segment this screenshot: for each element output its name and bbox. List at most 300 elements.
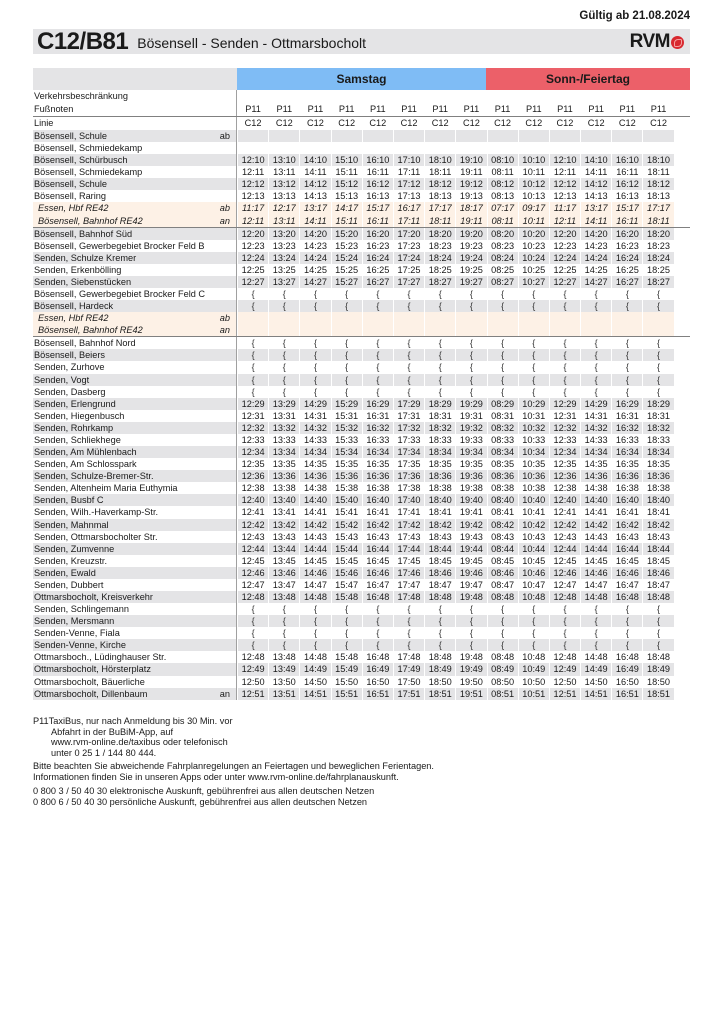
time-cell [581, 312, 611, 324]
time-cell [238, 130, 268, 142]
time-cell: 18:32 [643, 422, 673, 434]
time-cell: 14:32 [300, 422, 330, 434]
stop-name: Senden, Siebenstücken [34, 276, 132, 287]
time-cell: { [332, 615, 362, 627]
arr-dep-mark [230, 252, 236, 264]
stop-name: Senden, Dubbert [34, 579, 104, 590]
time-cell: 16:29 [363, 398, 393, 410]
row-label [33, 228, 237, 240]
time-cell: { [300, 615, 330, 627]
time-cell: 16:49 [612, 663, 642, 675]
time-cell: 08:41 [491, 507, 515, 518]
time-cell: { [469, 338, 473, 349]
arr-dep-mark: ab [219, 131, 230, 141]
stop-row [33, 288, 690, 300]
stop-name: Bösensell, Schule [34, 179, 108, 190]
stop-name: Senden, Vogt [34, 374, 90, 385]
time-cell: 08:43 [491, 531, 515, 542]
time-cell: 14:43 [303, 531, 327, 542]
timetable [33, 68, 690, 700]
time-cell: { [425, 615, 455, 627]
time-cell: { [469, 289, 473, 300]
time-cell: 16:10 [612, 154, 642, 166]
time-cell: 13:32 [269, 422, 299, 434]
row-label [33, 482, 237, 494]
time-cell [269, 312, 299, 324]
time-cell: { [625, 604, 629, 615]
time-cell: { [238, 349, 268, 361]
time-cell: 16:36 [363, 470, 393, 482]
stop-name: Senden, Erlengrund [34, 398, 116, 409]
time-cell: 16:45 [615, 555, 639, 566]
time-cell: 15:29 [332, 398, 362, 410]
time-cell [238, 142, 268, 154]
time-cell: 18:11 [425, 215, 455, 227]
arr-dep-mark [230, 386, 236, 398]
time-cell: C12 [556, 118, 574, 128]
time-cell: 08:51 [488, 688, 518, 700]
time-cell: 18:43 [428, 531, 452, 542]
time-cell: { [563, 362, 567, 373]
time-cell: 16:44 [363, 543, 393, 555]
arr-dep-mark [230, 603, 236, 615]
time-cell [612, 312, 642, 324]
time-cell: 08:31 [491, 410, 515, 421]
time-cell: { [251, 362, 255, 373]
time-cell: 18:48 [647, 652, 671, 663]
time-cell: 18:27 [643, 276, 673, 288]
arr-dep-mark [230, 470, 236, 482]
time-cell [488, 324, 518, 336]
time-cell [363, 312, 393, 324]
time-cell: 14:27 [300, 276, 330, 288]
note-line: Bitte beachten Sie abweichende Fahrplanregelungen an Feiertagen und beweglichen Ferientagen. [33, 761, 434, 771]
stop-row [33, 506, 690, 518]
time-cell [581, 324, 611, 336]
time-cell: 16:20 [612, 228, 642, 240]
time-cell: 17:17 [643, 202, 673, 214]
time-cell: { [300, 639, 330, 651]
stop-row [33, 615, 690, 627]
time-cell: { [456, 374, 486, 386]
time-cell: 14:34 [581, 446, 611, 458]
row-label [33, 215, 237, 227]
time-cell: 12:47 [553, 579, 577, 590]
time-cell: 16:12 [363, 178, 393, 190]
time-cell: 14:33 [584, 434, 608, 445]
time-cell: 16:49 [363, 663, 393, 675]
stop-row [33, 252, 690, 264]
time-cell: { [251, 386, 255, 397]
time-cell: 16:42 [363, 519, 393, 531]
time-cell: 12:13 [553, 191, 577, 202]
stop-row [33, 494, 690, 506]
stop-row [33, 410, 690, 422]
time-cell: { [563, 628, 567, 639]
time-cell: 19:33 [459, 434, 483, 445]
time-cell: 16:23 [615, 240, 639, 251]
time-cell: 18:50 [647, 676, 671, 687]
time-cell [643, 130, 673, 142]
time-cell: C12 [244, 118, 262, 128]
time-cell: 17:48 [394, 591, 424, 603]
time-cell: 13:48 [269, 591, 299, 603]
time-cell: 12:10 [238, 154, 268, 166]
time-cell: { [657, 604, 661, 615]
arr-dep-mark [230, 142, 236, 154]
time-cell: 19:27 [456, 276, 486, 288]
time-cell: 19:40 [456, 494, 486, 506]
time-cell: { [532, 386, 536, 397]
time-cell: 18:35 [428, 459, 452, 470]
time-cell: 17:43 [397, 531, 421, 542]
time-cell: 12:50 [553, 676, 577, 687]
time-cell: { [469, 604, 473, 615]
stop-row [33, 240, 690, 252]
time-cell: 18:33 [428, 434, 452, 445]
time-cell: 15:43 [335, 531, 359, 542]
time-cell [519, 90, 549, 103]
time-cell: 14:11 [304, 167, 327, 178]
arr-dep-mark [230, 178, 236, 190]
time-cell: { [345, 338, 349, 349]
time-cell: { [469, 628, 473, 639]
time-cell: 14:31 [303, 410, 327, 421]
time-cell: { [376, 362, 380, 373]
time-cell: 14:42 [300, 519, 330, 531]
time-cell [300, 130, 330, 142]
time-cell [425, 90, 455, 103]
time-cell: 12:29 [238, 398, 268, 410]
time-cell: 13:48 [272, 652, 296, 663]
time-cell: { [519, 639, 549, 651]
time-cell: 14:11 [581, 215, 611, 227]
time-cell: { [269, 374, 299, 386]
stop-name: Ottmarsbocholt, Bäuerliche [34, 676, 145, 687]
time-cell: 12:43 [241, 531, 265, 542]
time-cell [332, 90, 362, 103]
time-cell: 15:10 [332, 154, 362, 166]
time-cell: { [563, 338, 567, 349]
time-cell: 19:35 [459, 459, 483, 470]
arr-dep-mark [230, 663, 236, 675]
time-cell: 12:51 [238, 688, 268, 700]
time-cell: { [612, 349, 642, 361]
arr-dep-mark [230, 676, 236, 688]
time-cell: { [657, 289, 661, 300]
time-cell: 18:41 [647, 507, 671, 518]
time-cell: 19:31 [459, 410, 483, 421]
time-cell: 15:17 [612, 202, 642, 214]
time-cell: { [594, 386, 598, 397]
time-cell: C12 [587, 118, 605, 128]
arr-dep-mark [230, 494, 236, 506]
time-cell: 08:29 [488, 398, 518, 410]
time-cell: 18:49 [643, 663, 673, 675]
time-cell: 18:51 [643, 688, 673, 700]
time-cell [394, 324, 424, 336]
time-cell: 10:49 [519, 663, 549, 675]
time-cell: { [563, 289, 567, 300]
time-cell: 16:20 [363, 228, 393, 240]
time-cell: { [581, 349, 611, 361]
time-cell: 16:23 [366, 240, 390, 251]
time-cell: 08:48 [488, 591, 518, 603]
time-cell: 17:27 [394, 276, 424, 288]
time-cell: 12:31 [553, 410, 577, 421]
time-cell [425, 312, 455, 324]
stop-row [33, 227, 690, 240]
time-cell: { [425, 300, 455, 312]
time-cell: 13:51 [269, 688, 299, 700]
time-cell [363, 130, 393, 142]
arr-dep-mark [230, 555, 236, 567]
time-cell: 17:41 [397, 507, 421, 518]
time-cell: 15:40 [332, 494, 362, 506]
time-cell: 08:38 [491, 483, 515, 494]
time-cell: 19:20 [456, 228, 486, 240]
row-label [33, 603, 237, 615]
stop-row [33, 276, 690, 288]
time-cell: 18:34 [425, 446, 455, 458]
time-cell [550, 312, 580, 324]
time-cell: { [407, 362, 411, 373]
time-cell: 10:47 [522, 579, 546, 590]
stop-name: Senden, Kreuzstr. [34, 555, 108, 566]
time-cell: 17:31 [397, 410, 421, 421]
time-cell: P11 [588, 104, 604, 114]
time-cell: 10:45 [522, 555, 546, 566]
row-label [33, 117, 237, 130]
time-cell [550, 142, 580, 154]
note-line: 0 800 3 / 50 40 30 elektronische Auskunft, gebührenfrei aus allen deutschen Netzen [33, 786, 375, 796]
time-cell: 12:35 [553, 459, 577, 470]
time-cell: 19:23 [459, 240, 483, 251]
time-cell: 13:11 [273, 167, 296, 178]
time-cell: { [550, 349, 580, 361]
day-header-row [33, 68, 690, 90]
stop-row [33, 300, 690, 312]
time-cell: 17:44 [394, 543, 424, 555]
time-cell: 15:42 [332, 519, 362, 531]
stop-row [33, 361, 690, 373]
time-cell: 14:45 [584, 555, 608, 566]
stop-name: Ottmarsboch., Lüdinghauser Str. [34, 652, 167, 663]
stop-row [33, 130, 690, 142]
time-cell: C12 [400, 118, 418, 128]
time-cell: 16:11 [612, 215, 642, 227]
time-cell: { [581, 639, 611, 651]
time-cell: { [313, 362, 317, 373]
time-cell: 17:34 [394, 446, 424, 458]
time-cell: 12:41 [553, 507, 577, 518]
arr-dep-mark [230, 410, 236, 422]
stop-row [33, 651, 690, 663]
time-cell: 08:44 [488, 543, 518, 555]
row-label [33, 591, 237, 603]
time-cell: { [269, 639, 299, 651]
time-cell: 12:32 [238, 422, 268, 434]
time-cell: 10:24 [519, 252, 549, 264]
time-cell: 17:38 [397, 483, 421, 494]
time-cell: { [643, 615, 673, 627]
time-cell: { [363, 374, 393, 386]
time-cell [332, 324, 362, 336]
time-cell: C12 [650, 118, 667, 128]
time-cell [394, 142, 424, 154]
time-cell: 16:46 [612, 567, 642, 579]
time-cell: 18:44 [425, 543, 455, 555]
time-cell: 12:48 [550, 591, 580, 603]
stop-row [33, 543, 690, 555]
stop-name: Senden, Rohrkamp [34, 422, 114, 433]
time-cell: 13:42 [269, 519, 299, 531]
stop-name: Ottmarsbocholt, Hörsterplatz [34, 664, 151, 675]
time-cell: 16:25 [615, 264, 639, 275]
time-cell: { [394, 615, 424, 627]
holiday-note [33, 761, 434, 782]
time-cell: C12 [338, 118, 356, 128]
time-cell: { [456, 615, 486, 627]
time-cell: 12:42 [238, 519, 268, 531]
time-cell: 08:48 [491, 652, 515, 663]
row-label [33, 166, 237, 178]
time-cell: 13:20 [269, 228, 299, 240]
time-cell: 13:17 [300, 202, 330, 214]
time-cell: 16:36 [612, 470, 642, 482]
time-cell: 18:10 [643, 154, 673, 166]
arr-dep-mark [230, 166, 236, 178]
time-cell: { [594, 604, 598, 615]
time-cell: { [657, 386, 661, 397]
time-cell: { [488, 300, 518, 312]
row-label [33, 240, 237, 252]
time-cell: 18:36 [643, 470, 673, 482]
arr-dep-mark [230, 103, 236, 116]
row-label [33, 434, 237, 446]
stop-name: Senden, Schlingemann [34, 604, 130, 615]
time-cell: 10:35 [522, 459, 546, 470]
time-cell: 16:32 [612, 422, 642, 434]
time-cell [581, 130, 611, 142]
time-cell: { [563, 604, 567, 615]
stop-row [33, 676, 690, 688]
time-cell: 14:43 [584, 531, 608, 542]
time-cell [363, 142, 393, 154]
time-cell: { [376, 338, 380, 349]
time-cell: 12:12 [238, 178, 268, 190]
time-cell: 18:49 [425, 663, 455, 675]
time-cell: 18:41 [428, 507, 452, 518]
time-cell: 14:20 [581, 228, 611, 240]
time-cell: { [438, 604, 442, 615]
time-cell: 18:44 [643, 543, 673, 555]
time-cell: 14:23 [303, 240, 327, 251]
time-cell [394, 130, 424, 142]
time-cell: { [488, 374, 518, 386]
time-cell: 12:48 [238, 591, 268, 603]
time-cell: 18:38 [647, 483, 671, 494]
time-cell: { [643, 349, 673, 361]
time-cell: 08:11 [488, 215, 518, 227]
time-cell: 16:41 [366, 507, 390, 518]
time-cell: 14:29 [300, 398, 330, 410]
stop-name: Senden, Am Mühlenbach [34, 447, 137, 458]
time-cell: { [363, 615, 393, 627]
time-cell [519, 324, 549, 336]
time-cell: C12 [494, 118, 512, 128]
stop-row [33, 178, 690, 190]
time-cell: 15:46 [332, 567, 362, 579]
time-cell [238, 90, 268, 103]
time-cell: 12:40 [238, 494, 268, 506]
time-cell: 18:51 [425, 688, 455, 700]
time-cell: 14:46 [300, 567, 330, 579]
time-cell: 16:24 [363, 252, 393, 264]
time-cell: { [407, 338, 411, 349]
time-cell: 10:11 [522, 167, 545, 178]
time-cell: 13:40 [269, 494, 299, 506]
stop-name: Bösensell, Bahnhof RE42 [38, 215, 143, 226]
time-cell [550, 130, 580, 142]
time-cell [425, 130, 455, 142]
time-cell: { [345, 289, 349, 300]
note-line: P11TaxiBus, nur nach Anmeldung bis 30 Min. vor [33, 716, 233, 726]
time-cell: 13:10 [269, 154, 299, 166]
time-cell: 19:50 [459, 676, 483, 687]
time-cell: 16:13 [366, 191, 390, 202]
time-cell: 18:48 [428, 652, 452, 663]
time-cell: { [438, 628, 442, 639]
row-label [33, 312, 237, 324]
time-cell: 18:42 [643, 519, 673, 531]
time-cell: { [519, 615, 549, 627]
row-label [33, 276, 237, 288]
time-cell: 12:44 [550, 543, 580, 555]
time-cell: 19:13 [459, 191, 483, 202]
stop-row [33, 458, 690, 470]
time-cell: 11:17 [550, 202, 580, 214]
time-cell: { [313, 386, 317, 397]
row-label [33, 90, 237, 103]
time-cell: 15:47 [335, 579, 359, 590]
arr-dep-mark [230, 374, 236, 386]
time-cell: 10:40 [519, 494, 549, 506]
time-cell: 13:36 [269, 470, 299, 482]
time-cell: 15:17 [363, 202, 393, 214]
time-cell: 15:36 [332, 470, 362, 482]
time-cell: 19:11 [460, 167, 483, 178]
time-cell [394, 90, 424, 103]
stop-name: Ottmarsbocholt, Dillenbaum [34, 688, 148, 699]
time-cell: { [332, 300, 362, 312]
time-cell: 15:27 [332, 276, 362, 288]
time-cell: { [282, 628, 286, 639]
stop-name: Senden, Schliekhege [34, 434, 121, 445]
time-cell: 10:23 [522, 240, 546, 251]
time-cell: 10:38 [522, 483, 546, 494]
time-cell: 14:31 [584, 410, 608, 421]
stop-row [33, 688, 690, 700]
stop-name: Ottmarsbocholt, Kreisverkehr [34, 591, 153, 602]
stop-name: Senden, Dasberg [34, 386, 106, 397]
time-cell: 15:24 [332, 252, 362, 264]
time-cell: { [438, 362, 442, 373]
time-cell: 19:44 [456, 543, 486, 555]
time-cell: 14:51 [581, 688, 611, 700]
stop-row [33, 482, 690, 494]
time-cell: 18:40 [425, 494, 455, 506]
